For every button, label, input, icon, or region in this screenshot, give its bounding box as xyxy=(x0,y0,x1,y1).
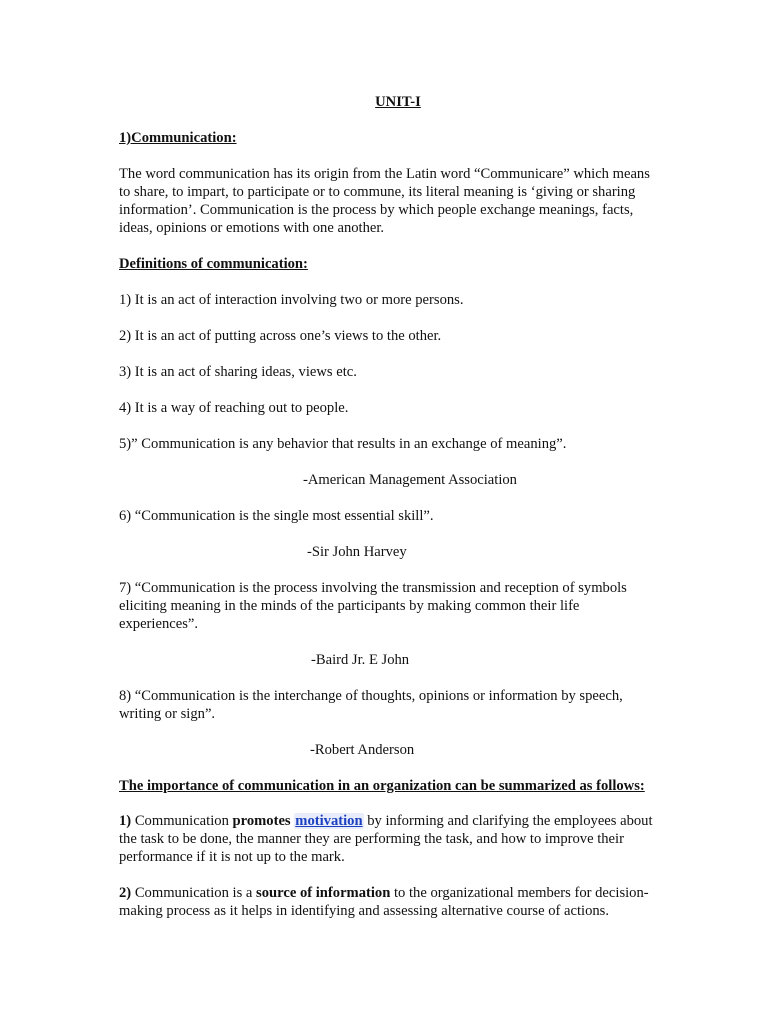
definition-item: 3) It is an act of sharing ideas, views etc. xyxy=(119,364,357,380)
paragraph-line: information’. Communication is the process by which people exchange meanings, facts, xyxy=(119,202,634,218)
importance-point-line: performance if it is not up to the mark. xyxy=(119,849,345,865)
definition-item: 1) It is an act of interaction involving two or more persons. xyxy=(119,292,464,308)
point-text: by informing and clarifying the employees about xyxy=(363,813,653,829)
definition-item-line: 8) “Communication is the interchange of thoughts, opinions or information by speech, xyxy=(119,688,623,704)
section-heading-definitions: Definitions of communication: xyxy=(119,256,308,272)
bold-term: promotes xyxy=(232,813,291,829)
point-number: 1) xyxy=(119,813,132,829)
definition-item-line: writing or sign”. xyxy=(119,706,216,722)
paragraph-line: The word communication has its origin from the Latin word “Communicare” which means xyxy=(119,166,650,182)
bold-term: source of information xyxy=(256,885,391,901)
importance-point-line xyxy=(119,812,679,830)
attribution: -Baird Jr. E John xyxy=(311,652,410,668)
paragraph-line: ideas, opinions or emotions with one another. xyxy=(119,220,385,236)
point-text: to the organizational members for decision- xyxy=(390,885,649,901)
point-text: Communication xyxy=(131,813,233,829)
page-title-text: UNIT-I xyxy=(375,94,421,110)
point-number: 2) xyxy=(119,885,132,901)
point-text: Communication is a xyxy=(131,885,257,901)
definition-item-line: eliciting meaning in the minds of the participants by making common their life xyxy=(119,598,580,614)
page-title xyxy=(0,93,768,111)
paragraph-line: to share, to impart, to participate or to commune, its literal meaning is ‘giving or sharing xyxy=(119,184,636,200)
definition-item-line: experiences”. xyxy=(119,616,198,632)
section-heading-communication: 1)Communication: xyxy=(119,130,237,146)
attribution: -American Management Association xyxy=(303,472,517,488)
definition-item: 2) It is an act of putting across one’s views to the other. xyxy=(119,328,442,344)
attribution: -Sir John Harvey xyxy=(307,544,407,560)
definition-item: 4) It is a way of reaching out to people. xyxy=(119,400,349,416)
section-heading-importance: The importance of communication in an organization can be summarized as follows: xyxy=(119,778,645,794)
importance-point-line xyxy=(119,884,679,902)
definition-item: 6) “Communication is the single most essential skill”. xyxy=(119,508,434,524)
motivation-link[interactable]: motivation xyxy=(295,813,363,829)
definition-item: 5)” Communication is any behavior that results in an exchange of meaning”. xyxy=(119,436,567,452)
importance-point-line: making process as it helps in identifying and assessing alternative course of actions. xyxy=(119,903,609,919)
definition-item-line: 7) “Communication is the process involving the transmission and reception of symbols xyxy=(119,580,627,596)
importance-point-line: the task to be done, the manner they are performing the task, and how to improve their xyxy=(119,831,624,847)
attribution: -Robert Anderson xyxy=(310,742,415,758)
